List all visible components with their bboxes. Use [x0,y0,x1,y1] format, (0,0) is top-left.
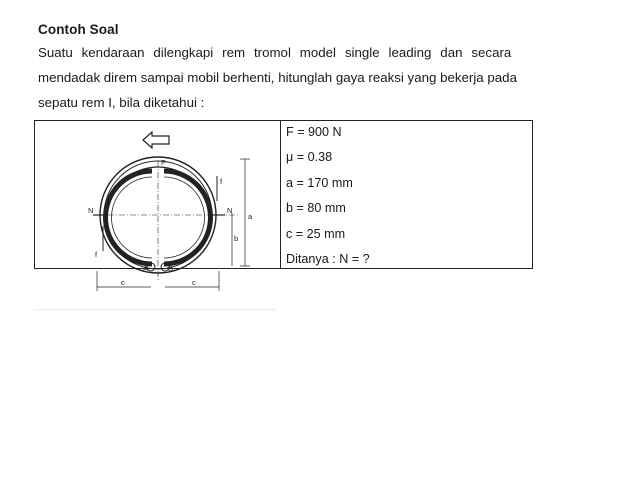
paragraph-line-1: Suatu kendaraan dilengkapi rem tromol model single leading dan secara [38,45,512,60]
heading: Contoh Soal [38,22,119,37]
given-list [286,124,370,276]
given-a: a = 170 mm [286,175,353,190]
label-F: F [161,158,166,167]
label-N-left: N [88,206,94,215]
given-F: F = 900 N [286,125,342,139]
label-f-right: f [220,177,223,186]
table-divider [280,121,281,268]
label-a: a [248,212,253,221]
label-b: b [234,234,239,243]
label-A: A [143,264,149,273]
given-c: c = 25 mm [286,226,346,241]
label-c-left: c [121,278,125,287]
given-mu: μ = 0.38 [286,150,333,165]
paragraph-line-3: sepatu rem I, bila diketahui : [38,95,205,110]
problem-table [34,120,533,287]
label-N-right: N [227,206,233,215]
drum-brake-figure [35,121,280,287]
paragraph-line-2: mendadak direm sampai mobil berhenti, hitunglah gaya reaksi yang bekerja pada [38,70,517,85]
direction-arrow-icon [143,132,169,148]
given-b: b = 80 mm [286,201,346,216]
faint-rule [34,309,276,310]
label-f-left: f [95,250,98,259]
label-B: B [168,264,174,273]
question: Ditanya : N = ? [286,251,370,266]
label-c-right: c [192,278,196,287]
